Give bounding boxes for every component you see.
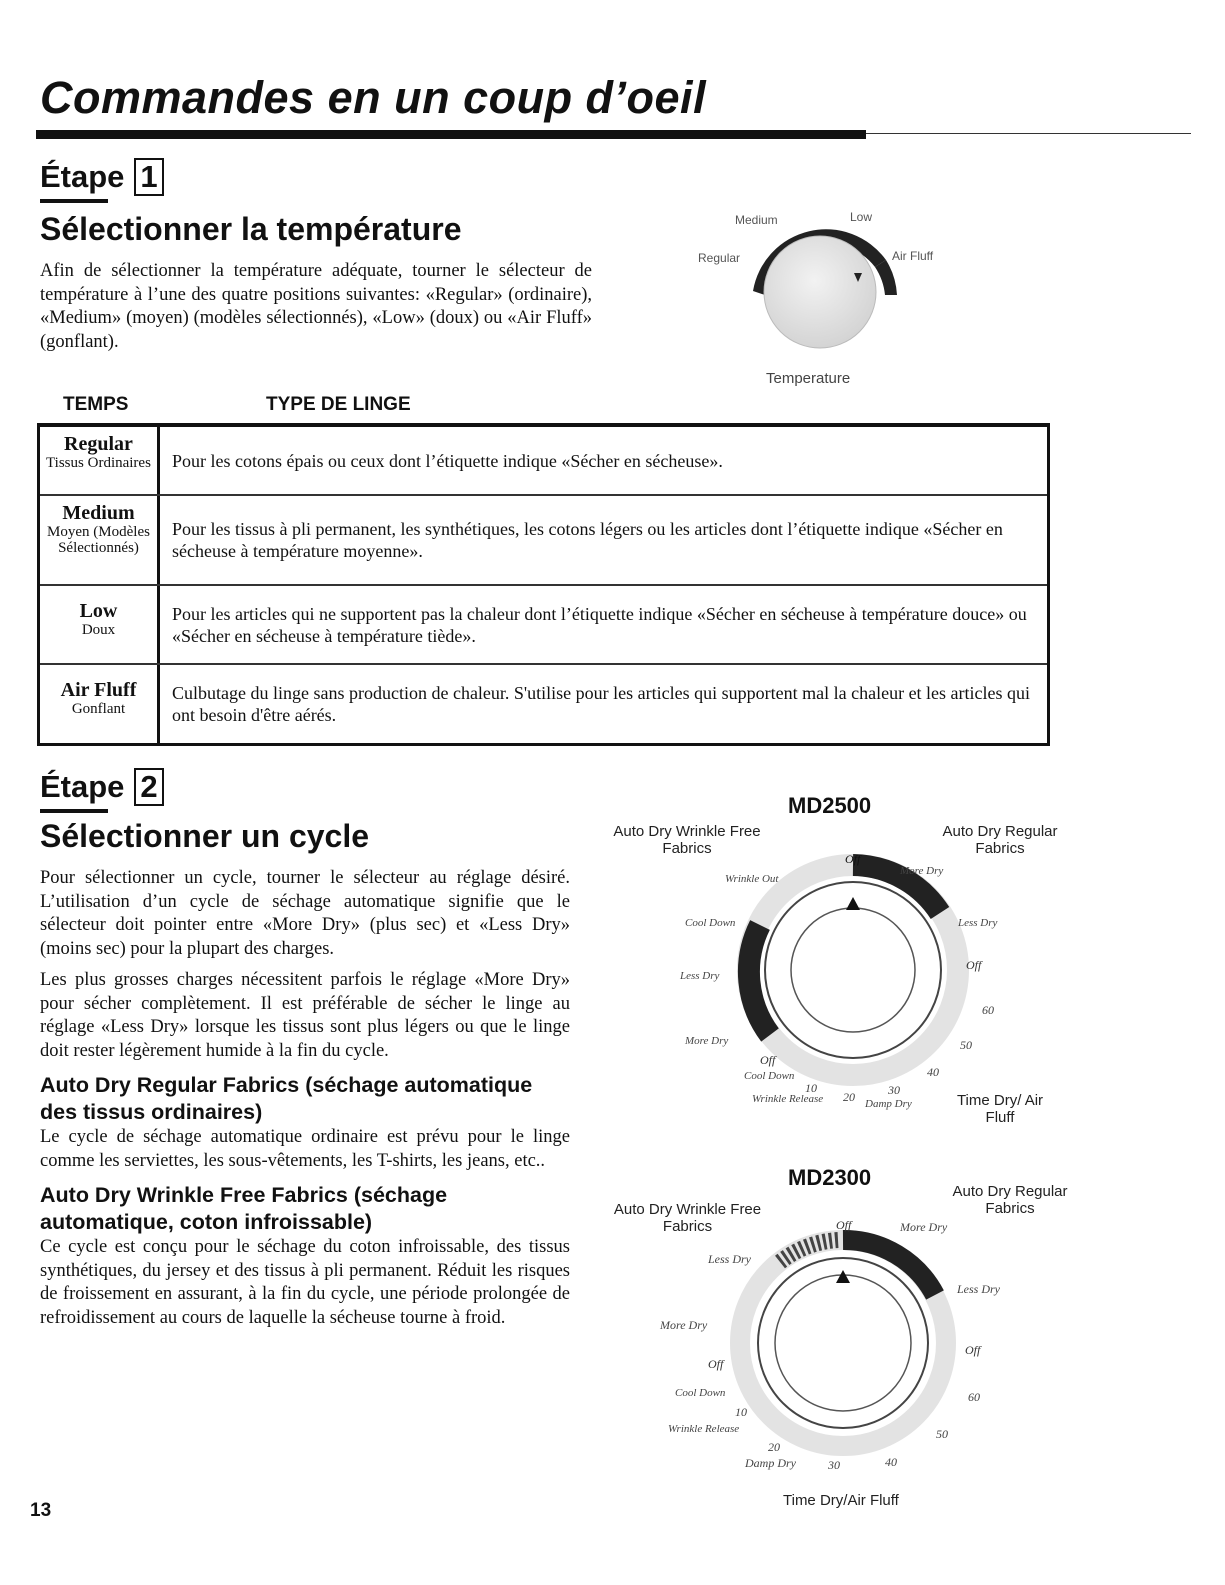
table-row: [40, 665, 1047, 743]
md2300-dial: [650, 1215, 1000, 1480]
md2500-right-label: Auto Dry Regular Fabrics: [942, 823, 1058, 857]
table-cell-description: Pour les tissus à pli permanent, les synthétiques, les cotons légers ou les articles dont l’étiquette indique «Sécher en sécheuse à température moyenne».: [172, 519, 1003, 561]
tick-off-top: Off: [845, 852, 861, 866]
tick-30: 30: [888, 1083, 900, 1097]
tick-less-dry-right: Less Dry: [957, 1282, 1001, 1296]
setting-name: Air Fluff: [60, 679, 137, 701]
table-cell-description: Pour les articles qui ne supportent pas la chaleur dont l’étiquette indique «Sécher en sécheuse à température douce» ou «Sécher en sécheuse à température tiède».: [172, 603, 1027, 646]
step2-label-text: Étape: [40, 769, 125, 804]
tick-wrinkle-release: Wrinkle Release: [668, 1423, 740, 1435]
table-cell-description: Culbutage du linge sans production de chaleur. S'utilise pour les articles qui supportent mal la chaleur et les articles qui ont besoin d'être aérés.: [172, 683, 1031, 725]
table-cell-setting: [40, 586, 160, 663]
temperature-arc-right: [875, 260, 897, 295]
subsection-text: Le cycle de séchage automatique ordinaire est prévu pour le linge comme les serviettes, les sous-vêtements, les T-shirts, les jeans, etc..: [40, 1127, 570, 1171]
table-cell-setting: [40, 665, 160, 743]
dial-caption: Temperature: [766, 370, 851, 387]
step1-heading: Sélectionner la température: [40, 211, 462, 247]
temperature-dial: [690, 205, 950, 395]
table-cell-setting: [40, 427, 160, 494]
tick-60: 60: [968, 1390, 980, 1404]
md2500-left-label: Auto Dry Wrinkle Free Fabrics: [613, 823, 761, 857]
step2-heading: Sélectionner un cycle: [40, 818, 370, 854]
dial-regular: Regular: [698, 251, 741, 265]
temperature-table: [37, 423, 1050, 746]
table-cell-setting: [40, 496, 160, 584]
setting-name: Low: [79, 600, 118, 622]
step2-label: [40, 768, 164, 806]
step1-label: [40, 158, 164, 196]
md2300-left-label: Auto Dry Wrinkle Free Fabrics: [613, 1201, 762, 1235]
tick-40: 40: [927, 1065, 939, 1079]
tick-off-top: Off: [836, 1218, 852, 1232]
setting-name: Medium: [62, 502, 135, 524]
tick-cool-down-bottom: Cool Down: [744, 1070, 795, 1082]
tick-more-dry: More Dry: [685, 1035, 729, 1047]
step1-label-text: Étape: [40, 159, 125, 194]
title-rule: [36, 130, 866, 139]
tick-less-dry: Less Dry: [680, 970, 720, 982]
subsection-title: Auto Dry Regular Fabrics (séchage automatique des tissus ordinaires): [40, 1073, 533, 1124]
temperature-knob[interactable]: [764, 236, 876, 348]
tick-less-dry-left: Less Dry: [708, 1252, 752, 1266]
tick-20: 20: [843, 1090, 855, 1104]
tick-off-left: Off: [760, 1053, 776, 1067]
md2500-bottom-label: Time Dry/ Air Fluff: [956, 1092, 1044, 1126]
model-md2300: MD2300: [788, 1165, 872, 1190]
tick-10: 10: [735, 1405, 747, 1419]
tick-60: 60: [982, 1003, 994, 1017]
table-cell-description: Pour les cotons épais ou ceux dont l’étiquette indique «Sécher en sécheuse».: [172, 450, 723, 471]
subsection-title: Auto Dry Wrinkle Free Fabrics (séchage automatique, coton infroissable): [40, 1183, 448, 1234]
table-header-type: TYPE DE LINGE: [266, 394, 411, 415]
page-number: 13: [30, 1500, 52, 1521]
step2-paragraph: Les plus grosses charges nécessitent parfois le réglage «More Dry» pour sécher complètement. Il est préférable de sécher le linge au réglage «Less Dry» lorsque les tissus sont plus légers ou que le linge doit rester légèrement humide à la fin du cycle.: [40, 970, 570, 1061]
md2300-knob[interactable]: [758, 1258, 928, 1428]
tick-30: 30: [828, 1458, 840, 1472]
table-row: [40, 427, 1047, 496]
tick-wrinkle-out: Wrinkle Out: [725, 873, 779, 885]
table-header-temps: TEMPS: [63, 394, 129, 415]
setting-sub: Doux: [81, 622, 116, 638]
step2-underline: [40, 809, 108, 813]
md2300-right-label: Auto Dry Regular Fabrics: [952, 1183, 1068, 1217]
subsection-text: Ce cycle est conçu pour le séchage du coton infroissable, des tissus synthétiques, du jersey et des tissus à pli permanent. Réduit les risques de froissement en assurant, à la fin du cycle, une période prolongée de refroidissement au cours de laquelle la sécheuse tourne à froid.: [40, 1237, 570, 1328]
tick-10: 10: [805, 1081, 817, 1095]
tick-50: 50: [960, 1038, 972, 1052]
setting-sub: Gonflant: [71, 701, 126, 717]
tick-cool-down: Cool Down: [675, 1387, 726, 1399]
step2-body: [40, 867, 570, 1330]
tick-off-right: Off: [965, 1343, 981, 1357]
step2-number: 2: [134, 768, 163, 806]
tick-50: 50: [936, 1427, 948, 1441]
tick-off-left: Off: [708, 1357, 724, 1371]
md2300-bottom-label: Time Dry/Air Fluff: [783, 1492, 899, 1509]
title-rule-thin: [866, 133, 1191, 134]
tick-damp-dry: Damp Dry: [865, 1098, 912, 1110]
tick-40: 40: [885, 1455, 897, 1469]
tick-off-right: Off: [966, 958, 982, 972]
table-row: [40, 496, 1047, 586]
tick-more-dry-right: More Dry: [900, 865, 944, 877]
step1-number: 1: [134, 158, 163, 196]
md2500-dial-graphic: [660, 845, 1000, 1125]
setting-sub: Moyen (Modèles Sélectionnés): [47, 524, 150, 556]
tick-cool-down: Cool Down: [685, 917, 736, 929]
step1-text: Afin de sélectionner la température adéquate, tourner le sélecteur de température à l’une des quatre positions suivantes: «Regular» (ordinaire), «Medium» (moyen) (modèles sélectionnés), «Low» (doux) ou «Air Fluff» (gonflant).: [40, 261, 592, 352]
dial-low: Low: [850, 210, 873, 224]
tick-more-dry-right: More Dry: [900, 1220, 948, 1234]
setting-name: Regular: [64, 433, 133, 455]
table-row: [40, 586, 1047, 665]
temperature-dial-graphic: [690, 205, 950, 395]
setting-sub: Tissus Ordinaires: [46, 455, 151, 471]
step2-paragraph: Pour sélectionner un cycle, tourner le sélecteur au réglage désiré. L’utilisation d’un cycle de séchage automatique signifie que le sélecteur doit pointer entre «More Dry» (plus sec) et «Less Dry» (moins sec) pour la plupart des charges.: [40, 868, 570, 959]
page-title: Commandes en un coup d’oeil: [40, 72, 707, 123]
tick-more-dry-left: More Dry: [660, 1318, 708, 1332]
dial-air-fluff: Air Fluff: [892, 249, 934, 263]
step1-underline: [40, 199, 108, 203]
dial-medium: Medium: [735, 213, 778, 227]
tick-damp-dry: Damp Dry: [745, 1456, 796, 1470]
tick-wrinkle-release: Wrinkle Release: [752, 1093, 824, 1105]
tick-less-dry-right: Less Dry: [958, 917, 998, 929]
model-md2500: MD2500: [788, 793, 872, 818]
tick-20: 20: [768, 1440, 780, 1454]
md2500-dial: [660, 845, 1000, 1125]
